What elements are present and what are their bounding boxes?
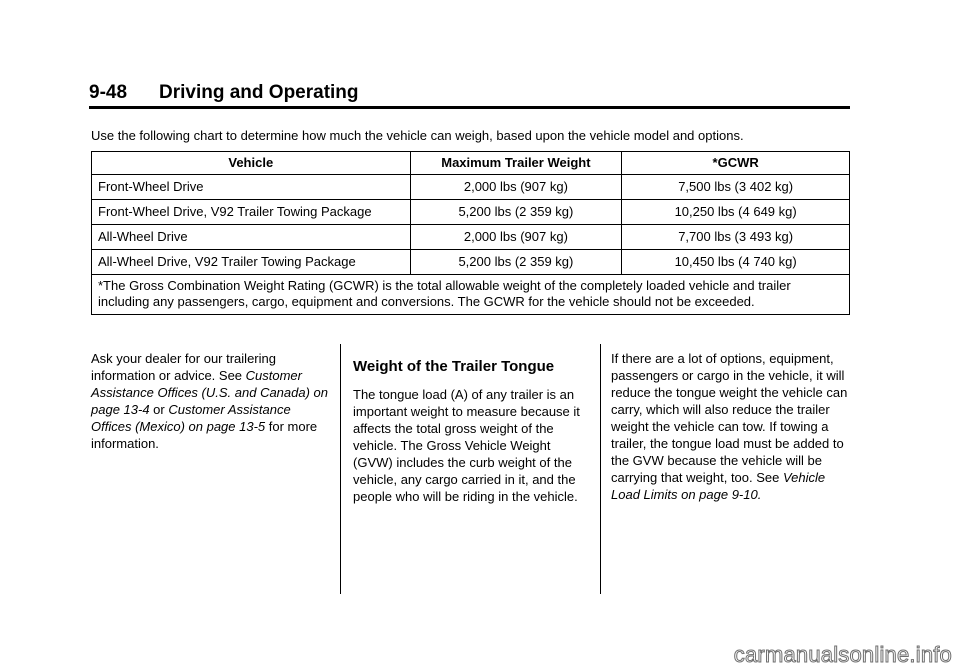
column-header-max-trailer-weight: Maximum Trailer Weight — [410, 152, 622, 175]
text-column-1 — [91, 350, 331, 452]
column-divider — [340, 344, 341, 594]
gcwr-footnote: *The Gross Combination Weight Rating (GCWR) is the total allowable weight of the completely loaded vehicle and trailer including any passengers, cargo, equipment and conversions. The GCWR for the vehicle should not be exceeded. — [92, 275, 850, 315]
options-paragraph — [611, 350, 856, 503]
text-column-2 — [353, 358, 591, 505]
cross-reference-link[interactable]: Vehicle Load Limits on page 9-10 — [611, 470, 826, 502]
paragraph-text: . — [757, 487, 762, 502]
intro-text: Use the following chart to determine how much the vehicle can weigh, based upon the vehicle model and options. — [91, 128, 744, 143]
vehicle-cell: Front-Wheel Drive, V92 Trailer Towing Package — [92, 200, 411, 225]
cross-reference-link[interactable]: Customer Assistance Offices (U.S. and Canada) on page 13-4 — [91, 368, 329, 417]
section-heading: Weight of the Trailer Tongue — [353, 358, 555, 375]
gcwr-cell: 10,250 lbs (4 649 kg) — [622, 200, 850, 225]
paragraph-text: or — [149, 402, 169, 417]
table-row — [92, 175, 850, 200]
gcwr-cell: 7,700 lbs (3 493 kg) — [622, 225, 850, 250]
column-header-vehicle: Vehicle — [92, 152, 411, 175]
max-trailer-weight-cell: 2,000 lbs (907 kg) — [410, 225, 622, 250]
column-divider — [600, 344, 601, 594]
max-trailer-weight-cell: 5,200 lbs (2 359 kg) — [410, 250, 622, 275]
cross-reference-link[interactable]: Customer Assistance Offices (Mexico) on page 13-5 — [91, 402, 291, 434]
page-number: 9-48 — [89, 82, 128, 103]
table-row — [92, 225, 850, 250]
table-row — [92, 250, 850, 275]
watermark: carmanualsonline.info — [733, 642, 952, 667]
paragraph-text: Ask your dealer for our trailering information or advice. See — [91, 351, 276, 383]
paragraph-text: for more information. — [91, 419, 318, 451]
table-footnote-row — [92, 275, 850, 315]
tongue-weight-paragraph: The tongue load (A) of any trailer is an important weight to measure because it affects the total gross weight of the vehicle. The Gross Vehicle Weight (GVW) includes the curb weight of the vehicle, any cargo carried in it, and the people who will be riding in the vehicle. — [353, 387, 580, 504]
trailer-weight-table — [91, 151, 850, 315]
section-title: Driving and Operating — [159, 82, 359, 103]
table-header-row — [92, 152, 850, 175]
column-header-gcwr: *GCWR — [622, 152, 850, 175]
max-trailer-weight-cell: 5,200 lbs (2 359 kg) — [410, 200, 622, 225]
gcwr-cell: 7,500 lbs (3 402 kg) — [622, 175, 850, 200]
vehicle-cell: All-Wheel Drive — [92, 225, 411, 250]
vehicle-cell: Front-Wheel Drive — [92, 175, 411, 200]
page-header — [89, 82, 850, 109]
trailering-advice-paragraph — [91, 350, 331, 452]
max-trailer-weight-cell: 2,000 lbs (907 kg) — [410, 175, 622, 200]
table-row — [92, 200, 850, 225]
text-column-3 — [611, 350, 856, 503]
gcwr-cell: 10,450 lbs (4 740 kg) — [622, 250, 850, 275]
paragraph-text: If there are a lot of options, equipment, passengers or cargo in the vehicle, it will reduce the tongue weight the vehicle can carry, which will also reduce the trailer weight the vehicle can tow. If towing a trailer, the tongue load must be added to the GVW because the vehicle will be carrying that weight, too. See — [611, 351, 848, 485]
vehicle-cell: All-Wheel Drive, V92 Trailer Towing Package — [92, 250, 411, 275]
